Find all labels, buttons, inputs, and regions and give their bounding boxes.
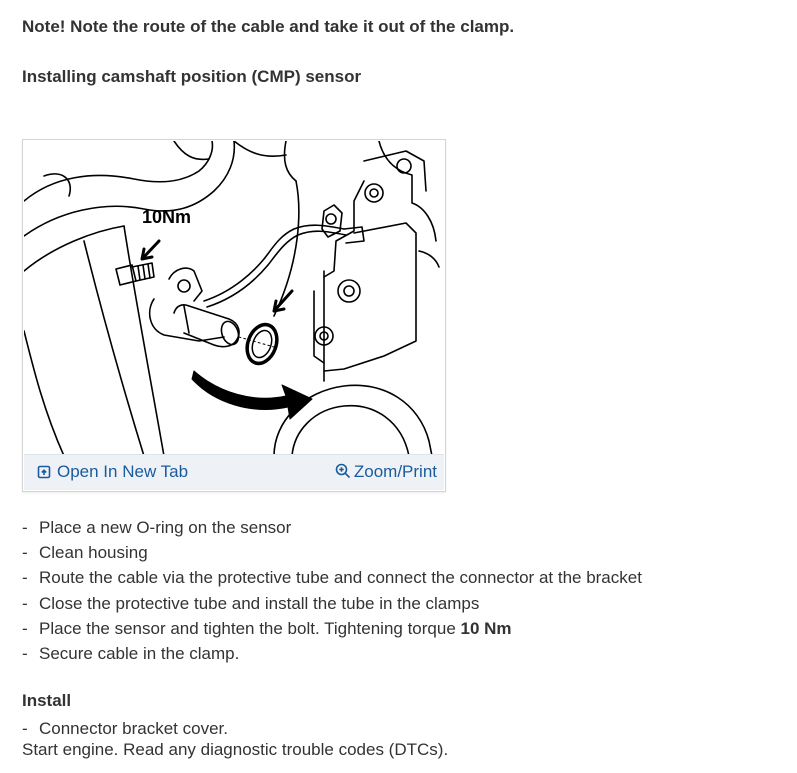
torque-value: 10 Nm bbox=[460, 618, 512, 638]
zoom-print-label: Zoom/Print bbox=[353, 462, 437, 481]
list-item-text: Place a new O-ring on the sensor bbox=[39, 518, 292, 537]
final-instruction: Start engine. Read any diagnostic trouble codes (DTCs). bbox=[22, 740, 449, 759]
figure-panel bbox=[22, 139, 446, 492]
torque-label: 10Nm bbox=[142, 207, 192, 227]
list-dash: - bbox=[22, 593, 28, 613]
illus-hose-lower bbox=[24, 141, 234, 236]
list-item-text: Connector bracket cover. bbox=[39, 719, 228, 738]
list-dash: - bbox=[22, 518, 28, 537]
list-dash: - bbox=[22, 543, 28, 563]
illus-o-ring bbox=[242, 320, 282, 367]
illus-arrow-bolt bbox=[142, 241, 159, 259]
list-item-text: Secure cable in the clamp. bbox=[39, 644, 240, 664]
list-item-text: Close the protective tube and install the tube in the clamps bbox=[39, 593, 480, 613]
illus-install-arrow bbox=[192, 371, 312, 419]
illus-hose-upper bbox=[24, 141, 212, 201]
open-new-tab-icon bbox=[37, 465, 51, 479]
list-dash: - bbox=[22, 618, 28, 638]
illus-cable bbox=[204, 225, 344, 301]
open-new-tab-link[interactable] bbox=[37, 462, 188, 482]
list-item bbox=[22, 641, 642, 666]
section-heading: Installing camshaft position (CMP) sensor bbox=[22, 67, 362, 86]
list-item bbox=[22, 716, 228, 741]
list-item bbox=[22, 540, 642, 565]
note-text: Note! Note the route of the cable and take it out of the clamp. bbox=[22, 17, 515, 36]
install-heading: Install bbox=[22, 691, 72, 710]
open-new-tab-label: Open In New Tab bbox=[57, 462, 189, 481]
list-item-text: Place the sensor and tighten the bolt. Tightening torque bbox=[39, 618, 461, 638]
list-item-text: Clean housing bbox=[39, 543, 148, 563]
list-item bbox=[22, 616, 642, 641]
zoom-print-link[interactable] bbox=[335, 462, 437, 482]
illus-bolt bbox=[116, 265, 136, 285]
cmp-sensor-illustration[interactable] bbox=[24, 141, 444, 456]
list-dash: - bbox=[22, 644, 28, 664]
figure-toolbar bbox=[24, 454, 444, 490]
list-item bbox=[22, 565, 642, 590]
list-dash: - bbox=[22, 568, 28, 588]
steps-list bbox=[22, 515, 642, 666]
list-dash: - bbox=[22, 719, 28, 738]
list-item-text: Route the cable via the protective tube and connect the connector at the bracket bbox=[39, 568, 642, 588]
list-item bbox=[22, 515, 642, 540]
install-list bbox=[22, 716, 228, 741]
zoom-in-icon bbox=[335, 463, 351, 479]
list-item bbox=[22, 591, 642, 616]
